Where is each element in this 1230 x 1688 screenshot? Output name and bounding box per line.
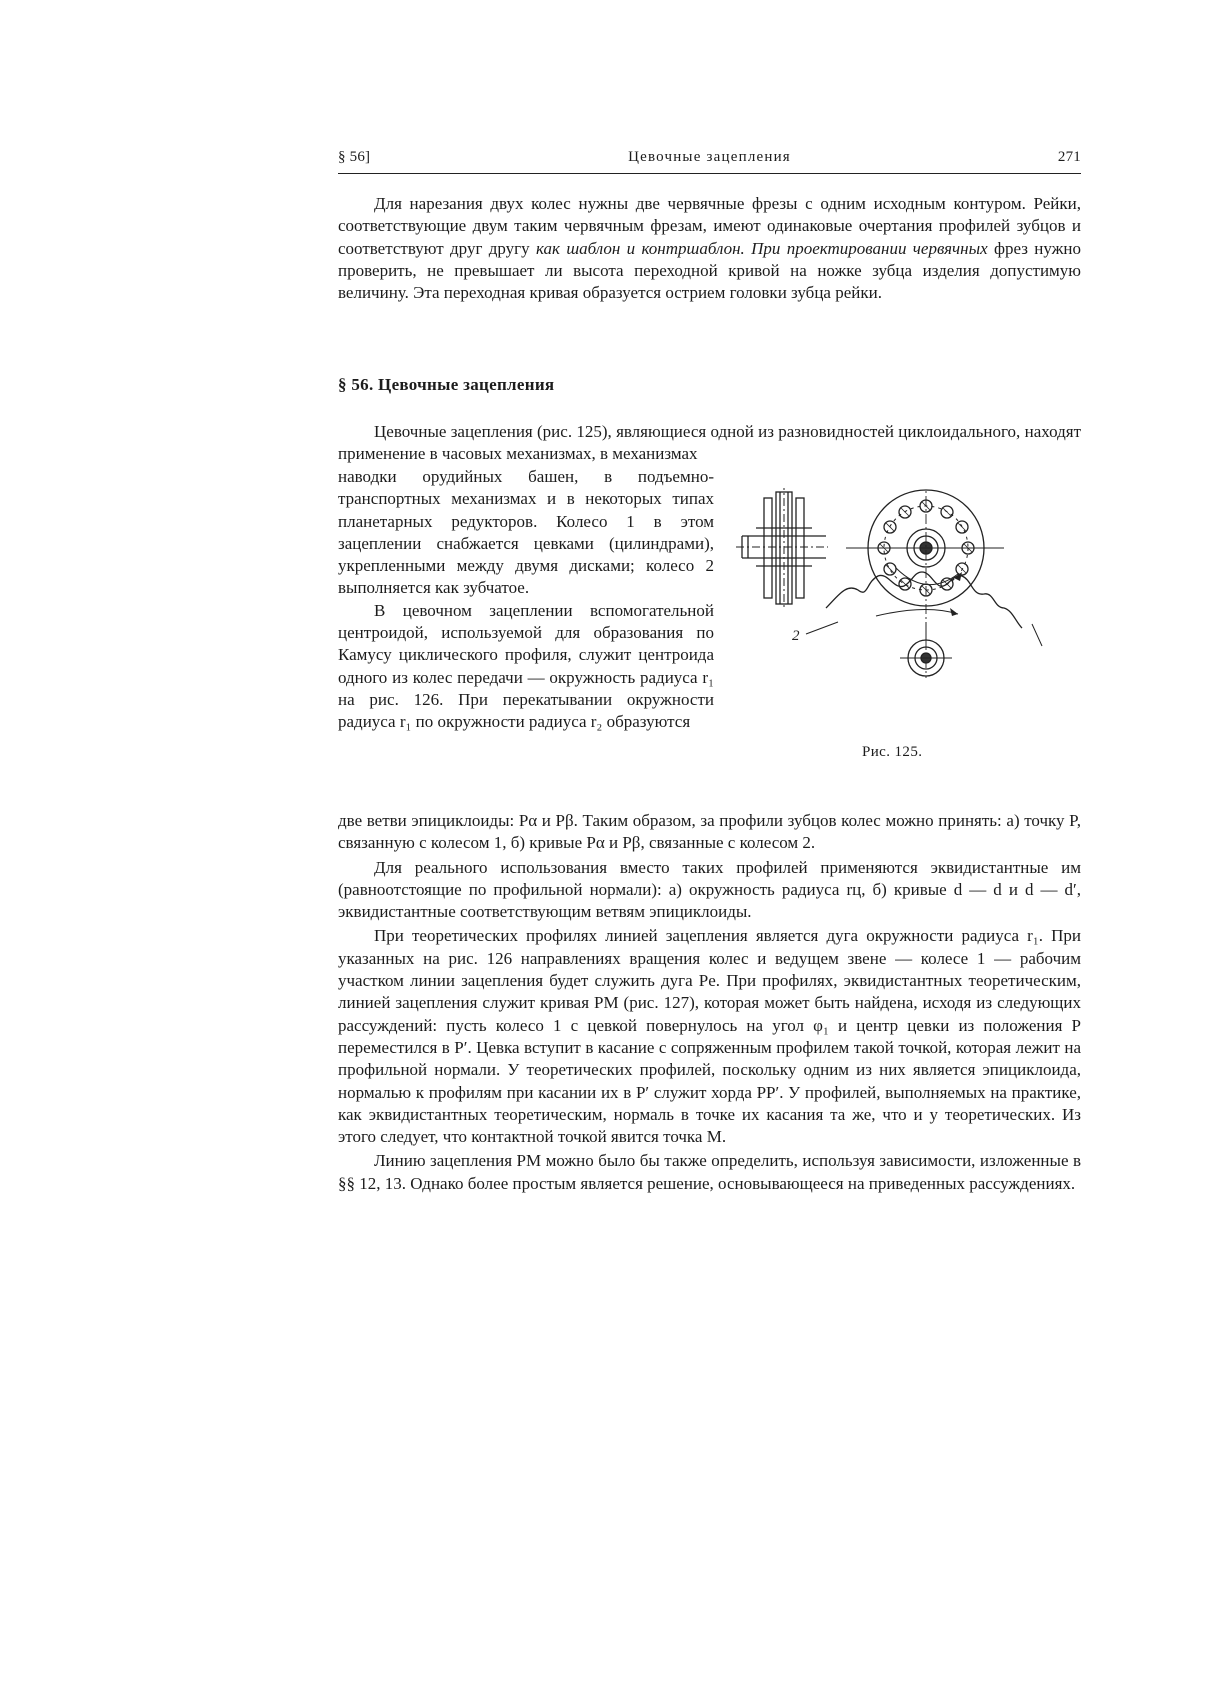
running-head <box>338 149 1081 174</box>
header-title: Цевочные зацепления <box>628 149 791 165</box>
lower-text-block <box>338 810 1081 1197</box>
figure-125 <box>726 488 1081 778</box>
label-wheel-2: 2 <box>792 628 800 644</box>
header-section-mark: § 56] <box>338 149 371 165</box>
italic-phrase: как шаблон и контршаблон. <box>536 238 745 258</box>
paragraph-text: две ветви эпициклоиды: Pα и Pβ. Таким образом, за профили зубцов колес можно принять: а) точку P, связанную с колесом 1, б) кривые Pα и Pβ, связанные с колесом 2. <box>338 811 1081 853</box>
paragraph-text: При теоретических профилях линией зацепления является дуга окружности радиуса r₁. При указанных на рис. 126 направлениях вращения колес и ведущем звене — колесе 1 — рабочим участком линии зацепления будет служить дуга Pe. При профилях, эквидистантных теоретическим, линией зацепления служит кривая PM (рис. 127), которая может быть найдена, исходя из следующих рассуждений: пусть колесо 1 с цевкой повернулось на угол φ₁ и центр цевки из положения P переместился в P′. Цевка вступит в касание с сопряженным профилем такой точкой, которая лежит на профильной нормали. У теоретических профилей, поскольку одним из них является эпициклоида, нормалью к профилям при касании их в P′ служит хорда PP′. У профилей, выполняемых на практике, как эквидистантных теоретическим, нормаль в точке их касания та же, что и у теоретических. Из этого следует, что контактной точкой явится точка M. <box>338 926 1081 1147</box>
section-heading: § 56. Цевочные зацепления <box>338 375 555 394</box>
paragraph-text: Цевочные зацепления (рис. 125), являющиеся одной из разновидностей циклоидального, находят применение в часовых механизмах, в механизмах <box>338 422 1081 464</box>
paragraph-text: Для реального использования вместо таких профилей применяются эквидистантные им (равноотстоящие по профильной нормали): а) окружность радиуса rц, б) кривые d — d и d — d′, эквидистантные соответствующим ветвям эпициклоиды. <box>338 857 1081 922</box>
italic-phrase: При проектировании червячных <box>744 238 988 258</box>
wrapped-text-column <box>338 466 714 734</box>
paragraph-text: наводки орудийных башен, в подъемно-транспортных механизмах и в некоторых типах планетарных редукторов. Колесо 1 в этом зацеплении снабжается цевками (цилиндрами), укрепленными между двумя дисками; колесо 2 выполняется как зубчатое. <box>338 467 714 598</box>
figure-caption: Рис. 125. <box>862 744 923 760</box>
paragraph-intro <box>338 421 1081 466</box>
paragraph-text: В цевочном зацеплении вспомогательной центроидой, используемой для образования по Камусу циклического профиля, служит центроида одного из колес передачи — окружность радиуса r₁ на рис. 126. При перекатывании окружности радиуса r₁ по окружности радиуса r₂ образуются <box>338 600 714 732</box>
page-number: 271 <box>1057 149 1081 165</box>
pin-gear-drawing <box>726 488 1081 778</box>
paragraph-text: Линию зацепления PM можно было бы также определить, используя зависимости, изложенные в §§ 12, 13. Однако более простым является решение, основывающееся на приведенных рассуждениях. <box>338 1151 1081 1193</box>
paragraph-text: фрез нужно проверить, не превышает ли высота переходной кривой на ножке зубца изделия допустимую величину. Эта переходная кривая образуется острием головки зубца рейки. <box>338 238 1082 303</box>
paragraph-text: Для нарезания двух колес нужны две червячные фрезы с одним исходным контуром. Рейки, соответствующие двум таким червячным фрезам, имеют одинаковые очертания профилей зубцов и соответствуют друг другу <box>338 194 1081 258</box>
paragraph-hob-cutters <box>338 193 1081 304</box>
